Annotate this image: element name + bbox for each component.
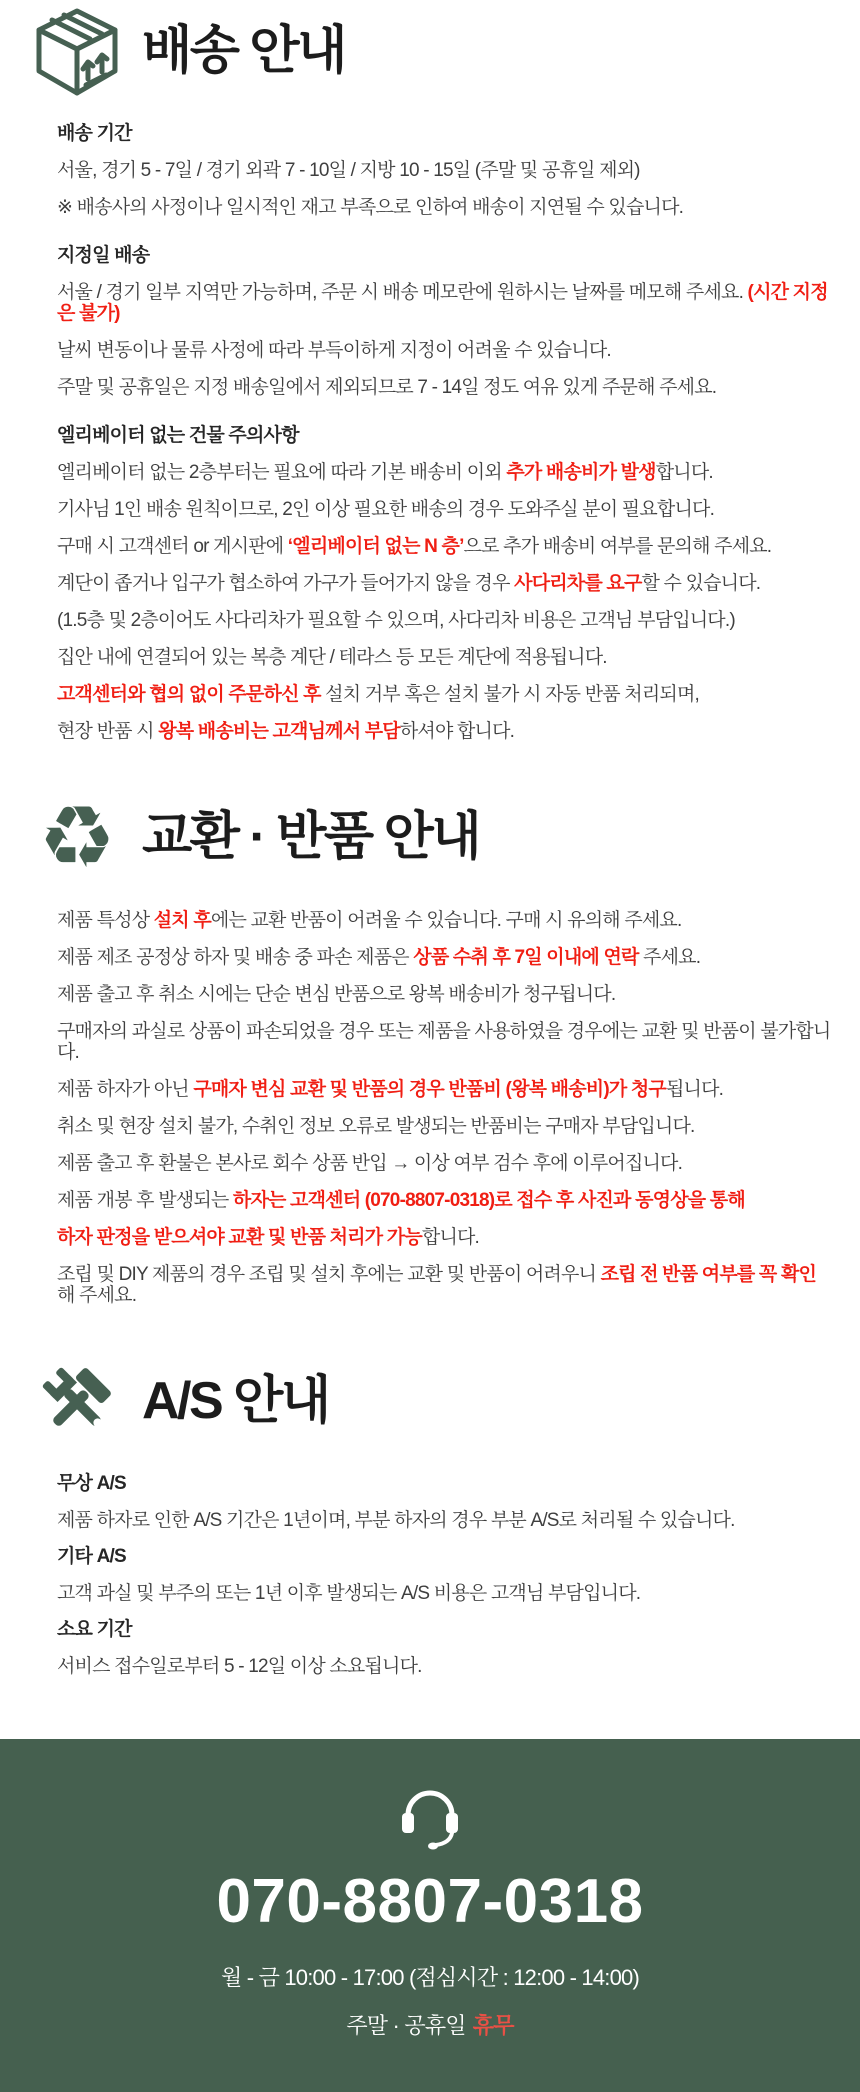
service-section-content	[0, 1474, 860, 1677]
text-span: 주말 및 공휴일은 지정 배송일에서 제외되므로 7 - 14일 정도 여유 있게 주문해 주세요.	[57, 377, 717, 398]
text-span: 서울 / 경기 일부 지역만 가능하며, 주문 시 배송 메모란에 원하시는 날짜를 메모해 주세요.	[57, 282, 748, 303]
text-span: 배송 기간	[57, 123, 132, 144]
recycle-icon	[34, 788, 120, 888]
info-line	[57, 721, 832, 742]
text-span: 조립 및 DIY 제품의 경우 조립 및 설치 후에는 교환 및 반품이 어려우니	[57, 1264, 601, 1285]
sub-heading	[57, 246, 832, 266]
info-line	[57, 499, 832, 520]
phone-number: 070-8807-0318	[216, 1867, 644, 1936]
text-span: 합니다.	[655, 462, 713, 483]
info-line	[57, 1583, 832, 1604]
info-line	[57, 197, 832, 218]
text-span: 하셔야 합니다.	[399, 721, 515, 742]
text-span: 됩니다.	[666, 1079, 724, 1100]
highlighted-text: 구매자 변심 교환 및 반품의 경우 반품비 (왕복 배송비)가 청구	[193, 1079, 666, 1100]
business-hours: 월 - 금 10:00 - 17:00 (점심시간 : 12:00 - 14:00)	[221, 1965, 639, 1990]
text-span: 계단이 좁거나 입구가 협소하여 가구가 들어가지 않을 경우	[57, 573, 515, 594]
text-span: 서울, 경기 5 - 7일 / 경기 외곽 7 - 10일 / 지방 10 - 15일 (주말 및 공휴일 제외)	[57, 160, 640, 181]
info-line	[57, 1264, 832, 1306]
sub-heading	[57, 426, 832, 446]
highlighted-text: 사다리차를 요구	[514, 573, 642, 594]
text-span: 설치 거부 혹은 설치 불가 시 자동 반품 처리되며,	[325, 684, 699, 705]
info-line	[57, 684, 832, 705]
highlighted-text: 추가 배송비가 발생	[506, 462, 656, 483]
highlighted-text: 고객센터와 협의 없이 주문하신 후	[57, 684, 326, 705]
info-line	[57, 610, 832, 631]
highlighted-text: ‘엘리베이터 없는 N 층’	[287, 536, 464, 557]
shipping-box-icon	[34, 6, 120, 98]
text-span: 제품 제조 공정상 하자 및 배송 중 파손 제품은	[57, 947, 414, 968]
highlighted-text: 왕복 배송비는 고객님께서 부담	[158, 721, 400, 742]
text-span: 소요 기간	[57, 1619, 132, 1640]
holiday-label: 주말 · 공휴일	[346, 2013, 466, 2038]
info-line	[57, 282, 832, 324]
text-span: 할 수 있습니다.	[641, 573, 761, 594]
info-line	[57, 1153, 832, 1174]
text-span: 현장 반품 시	[57, 721, 159, 742]
text-span: 엘리베이터 없는 건물 주의사항	[57, 425, 299, 446]
sub-heading	[57, 1547, 832, 1567]
info-line	[57, 1021, 832, 1063]
recycle-glyph: ♻	[38, 788, 116, 888]
text-span: 무상 A/S	[57, 1473, 126, 1494]
sub-heading	[57, 1474, 832, 1494]
text-span: 제품 하자로 인한 A/S 기간은 1년이며, 부분 하자의 경우 부분 A/S로 처리될 수 있습니다.	[57, 1510, 735, 1531]
exchange-section-content	[0, 910, 860, 1306]
text-span: 엘리베이터 없는 2층부터는 필요에 따라 기본 배송비 이외	[57, 462, 507, 483]
tools-icon	[34, 1356, 120, 1448]
text-span: 지정일 배송	[57, 245, 150, 266]
info-line	[57, 1656, 832, 1677]
highlighted-text: 설치 후	[153, 910, 211, 931]
info-line	[57, 1227, 832, 1248]
text-span: 집안 내에 연결되어 있는 복층 계단 / 테라스 등 모든 계단에 적용됩니다.	[57, 647, 607, 668]
highlighted-text: (시간 지정은 불가)	[57, 282, 828, 324]
highlighted-text: 조립 전 반품 여부를 꼭 확인	[600, 1264, 817, 1285]
section-title-exchange: 교환 · 반품 안내	[142, 808, 480, 867]
holiday-closed-badge: 휴무	[472, 2013, 514, 2038]
text-span: 합니다.	[421, 1227, 480, 1248]
text-span: 에는 교환 반품이 어려울 수 있습니다. 구매 시 유의해 주세요.	[210, 910, 682, 931]
text-span: 제품 출고 후 환불은 본사로 회수 상품 반입 → 이상 여부 검수 후에 이루어집니다.	[57, 1153, 683, 1174]
info-line	[57, 160, 832, 181]
section-after-service	[0, 1350, 860, 1677]
info-line	[57, 377, 832, 398]
text-span: 날씨 변동이나 물류 사정에 따라 부득이하게 지정이 어려울 수 있습니다.	[57, 340, 611, 361]
service-section-header	[0, 1356, 860, 1448]
text-span: 구매 시 고객센터 or 게시판에	[57, 536, 288, 557]
text-span: 서비스 접수일로부터 5 - 12일 이상 소요됩니다.	[57, 1656, 422, 1677]
text-span: (1.5층 및 2층이어도 사다리차가 필요할 수 있으며, 사다리차 비용은 고객님 부담입니다.)	[57, 610, 735, 631]
info-line	[57, 1116, 832, 1137]
section-title-service: A/S 안내	[142, 1372, 329, 1431]
text-span: 제품 특성상	[57, 910, 154, 931]
info-line	[57, 340, 832, 361]
text-span: 제품 하자가 아닌	[57, 1079, 194, 1100]
info-line	[57, 1079, 832, 1100]
info-line	[57, 947, 832, 968]
sub-heading	[57, 124, 832, 144]
shipping-section-header	[0, 6, 860, 98]
text-span: 기사님 1인 배송 원칙이므로, 2인 이상 필요한 배송의 경우 도와주실 분이 필요합니다.	[57, 499, 715, 520]
text-span: 으로 추가 배송비 여부를 문의해 주세요.	[463, 536, 772, 557]
headset-icon	[0, 1781, 860, 1851]
holiday-notice	[0, 2009, 860, 2040]
info-line	[57, 462, 832, 483]
info-line	[57, 647, 832, 668]
info-line	[57, 1510, 832, 1531]
sub-heading	[57, 1620, 832, 1640]
text-span: 기타 A/S	[57, 1546, 126, 1567]
text-span: 취소 및 현장 설치 불가, 수취인 정보 오류로 발생되는 반품비는 구매자 부담입니다.	[57, 1116, 695, 1137]
section-shipping	[0, 0, 860, 742]
text-span: 제품 개봉 후 발생되는	[57, 1190, 233, 1211]
text-span: ※ 배송사의 사정이나 일시적인 재고 부족으로 인하여 배송이 지연될 수 있습니다.	[57, 197, 684, 218]
exchange-section-header	[0, 788, 860, 888]
text-span: 고객 과실 및 부주의 또는 1년 이후 발생되는 A/S 비용은 고객님 부담입니다.	[57, 1583, 641, 1604]
highlighted-text: 하자 판정을 받으셔야 교환 및 반품 처리가 가능	[57, 1227, 422, 1248]
info-line	[57, 536, 832, 557]
text-span: 제품 출고 후 취소 시에는 단순 변심 반품으로 왕복 배송비가 청구됩니다.	[57, 984, 616, 1005]
text-span: 해 주세요.	[57, 1285, 137, 1306]
text-span: 주세요.	[638, 947, 701, 968]
info-line	[57, 910, 832, 931]
customer-service-footer	[0, 1739, 860, 2092]
section-title-shipping: 배송 안내	[142, 22, 345, 81]
highlighted-text: 상품 수취 후 7일 이내에 연락	[413, 947, 639, 968]
text-span: 구매자의 과실로 상품이 파손되었을 경우 또는 제품을 사용하였을 경우에는 교환 및 반품이 불가합니다.	[57, 1021, 831, 1063]
info-line	[57, 984, 832, 1005]
info-line	[57, 573, 832, 594]
highlighted-text: 하자는 고객센터 (070-8807-0318)로 접수 후 사진과 동영상을 통해	[232, 1190, 745, 1211]
shipping-section-content	[0, 124, 860, 742]
section-exchange-return	[0, 786, 860, 1306]
info-line	[57, 1190, 832, 1211]
